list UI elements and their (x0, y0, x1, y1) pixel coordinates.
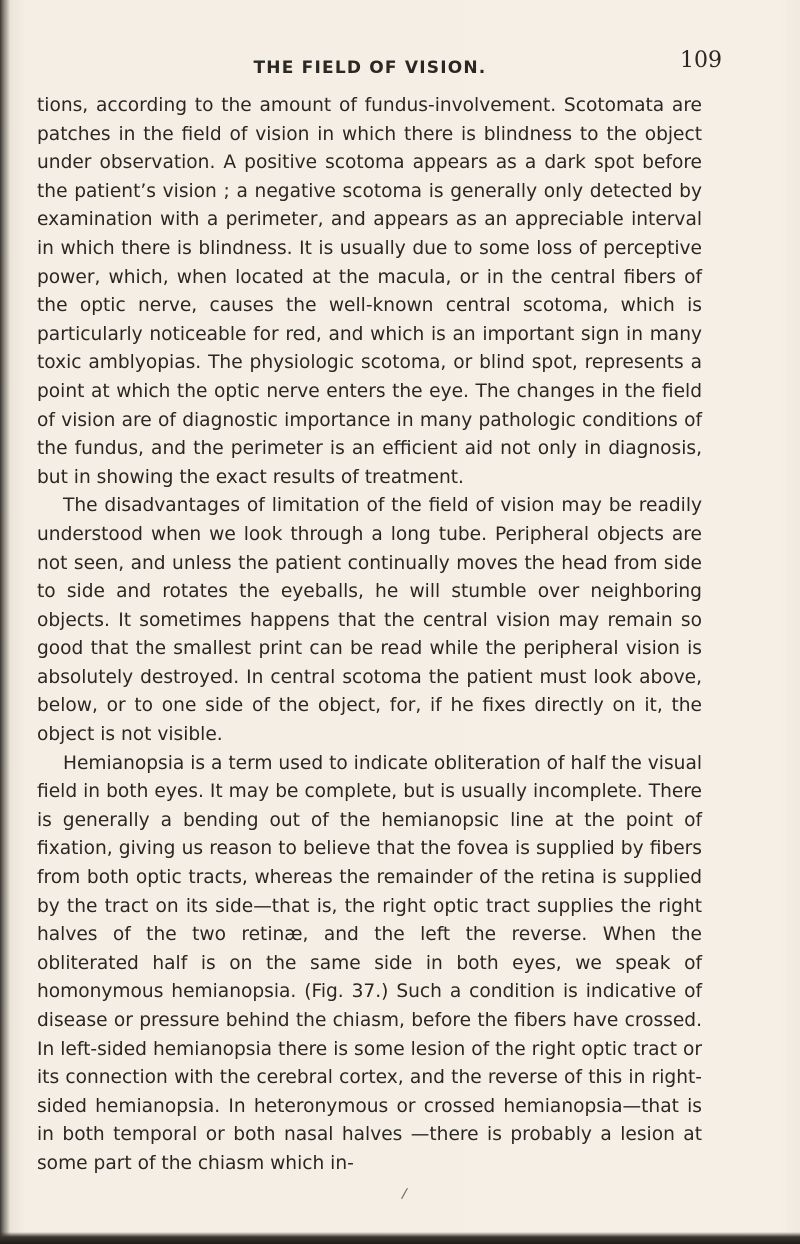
paragraph-2: The disadvantages of limitation of the field of vision may be readily understood when we look through a long tube. Peripheral objects are not seen, and unless the patient continually moves the head from side to side and rotates the eyeballs, he will stumble over neighboring objects. It sometimes happens that the central vision may remain so good that the smallest print can be read while the peripheral vision is absolutely destroyed. In central scotoma the patient must look above, below, or to one side of the object, for, if he fixes directly on it, the object is not visible. (37, 495, 702, 746)
paragraph-1: tions, according to the amount of fundus-involvement. Scotomata are patches in the field of vision in which there is blindness to the object under observation. A positive scotoma appears as a dark spot before the patient’s vision ; a negative scotoma is generally only detected by examination with a perimeter, and appears as an appreciable interval in which there is blindness. It is usually due to some loss of perceptive power, which, when located at the macula, or in the central fibers of the optic nerve, causes the well-known central scotoma, which is particularly noticeable for red, and which is an important sign in many toxic amblyopias. The physiologic scotoma, or blind spot, represents a point at which the optic nerve enters the eye. The changes in the field of vision are of diagnostic importance in many pathologic conditions of the fundus, and the perimeter is an efficient aid not only in diagnosis, but in showing the exact results of treatment. (37, 95, 702, 488)
page-header (30, 48, 722, 88)
stray-pencil-mark: / (400, 1185, 409, 1203)
running-head: THE FIELD OF VISION. (253, 58, 487, 78)
page-number: 109 (680, 48, 722, 73)
body-text (37, 92, 702, 1179)
binding-shadow (0, 0, 10, 1244)
paragraph-3: Hemianopsia is a term used to indicate obliteration of half the visual field in both eyes. It may be complete, but is usually incomplete. There is generally a bending out of the hemianopsic line at the point of fixation, giving us reason to believe that the fovea is supplied by fibers from both optic tracts, whereas the remainder of the retina is supplied by the tract on its side—that is, the right optic tract supplies the right halves of the two retinæ, and the left the reverse. When the obliterated half is on the same side in both eyes, we speak of homonymous hemianopsia. (Fig. 37.) Such a condition is indicative of disease or pressure behind the chiasm, before the fibers have crossed. In left-sided hemianopsia there is some lesion of the right optic tract or its connection with the cerebral cortex, and the reverse of this in right-sided hemianopsia. In heteronymous or crossed hemianopsia—that is in both temporal or both nasal halves —there is probably a lesion at some part of the chiasm which in- (37, 752, 702, 1174)
page-bottom-edge (0, 1232, 800, 1244)
